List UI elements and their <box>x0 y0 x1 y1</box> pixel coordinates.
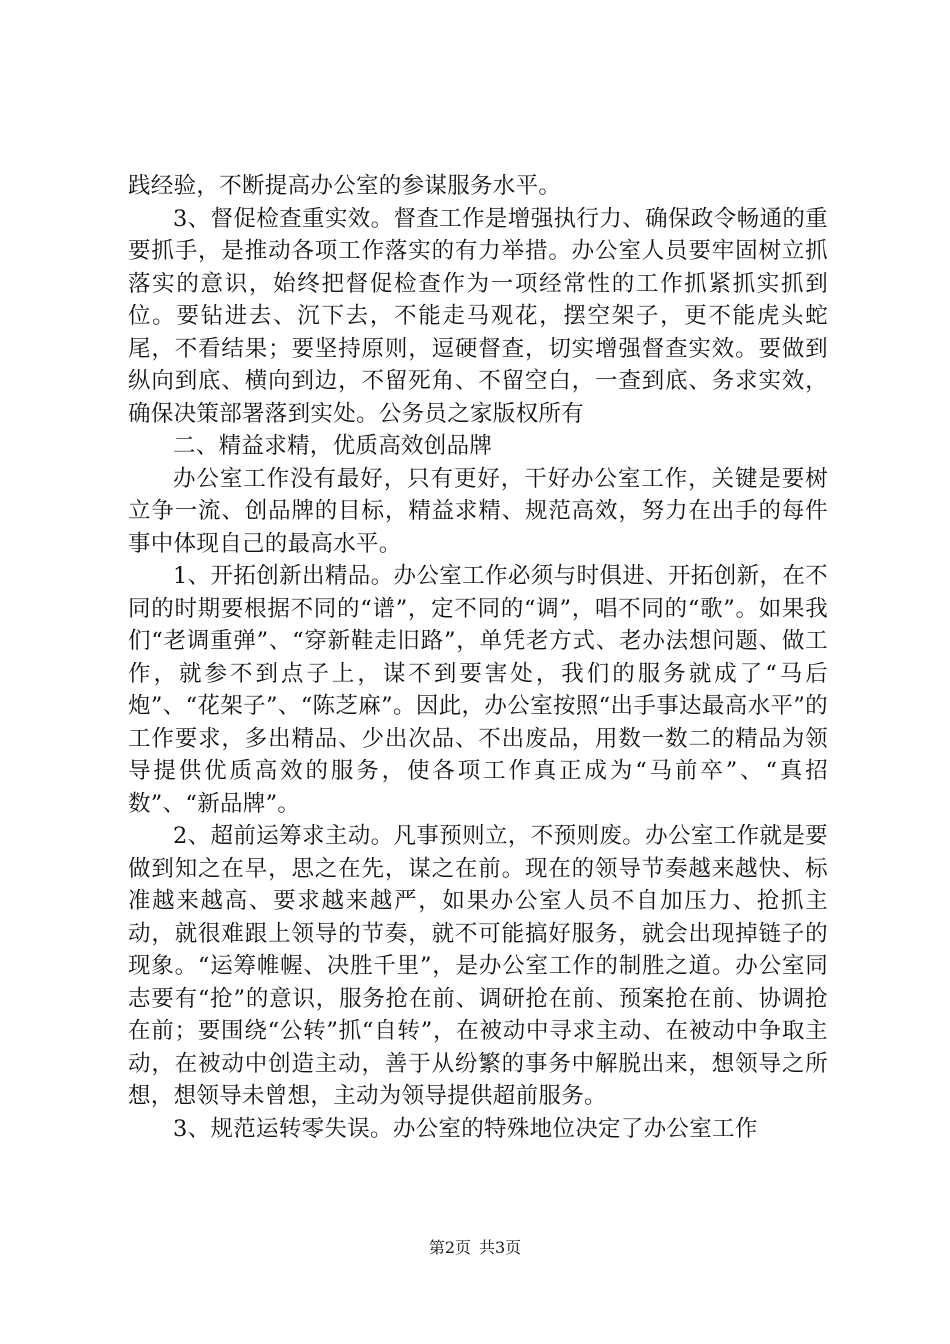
document-body <box>128 170 828 1145</box>
page-number: 第2页 <box>428 1238 471 1257</box>
paragraph-5: 1、开拓创新出精品。办公室工作必须与时俱进、开拓创新，在不同的时期要根据不同的“谱”，定不同的“调”，唱不同的“歌”。如果我们“老调重弹”、“穿新鞋走旧路”，单凭老方式、老办法想问题、做工作，就参不到点子上，谋不到要害处，我们的服务就成了“马后炮”、“花架子”、“陈芝麻”。因此，办公室按照“出手事达最高水平”的工作要求，多出精品、少出次品、不出废品，用数一数二的精品为领导提供优质高效的服务，使各项工作真正成为“马前卒”、“真招数”、“新品牌”。 <box>128 563 828 817</box>
page-footer <box>0 1238 950 1258</box>
page-total: 共3页 <box>479 1238 522 1257</box>
section-heading: 二、精益求精，优质高效创品牌 <box>173 433 493 459</box>
paragraph-6: 2、超前运筹求主动。凡事预则立，不预则废。办公室工作就是要做到知之在早，思之在先，谋之在前。现在的领导节奏越来越快、标准越来越高、要求越来越严，如果办公室人员不自加压力、抢抓主动，就很难跟上领导的节奏，就不可能搞好服务，就会出现掉链子的现象。“运筹帷幄、决胜千里”，是办公室工作的制胜之道。办公室同志要有“抢”的意识，服务抢在前、调研抢在前、预案抢在前、协调抢在前；要围绕“公转”抓“自转”，在被动中寻求主动、在被动中争取主动，在被动中创造主动，善于从纷繁的事务中解脱出来，想领导之所想，想领导未曾想，主动为领导提供超前服务。 <box>128 823 828 1109</box>
paragraph-2: 3、督促检查重实效。督查工作是增强执行力、确保政令畅通的重要抓手，是推动各项工作落实的有力举措。办公室人员要牢固树立抓落实的意识，始终把督促检查作为一项经常性的工作抓紧抓实抓到位。要钻进去、沉下去，不能走马观花，摆空架子，更不能虎头蛇尾，不看结果；要坚持原则，逗硬督查，切实增强督查实效。要做到纵向到底、横向到边，不留死角、不留空白，一查到底、务求实效，确保决策部署落到实处。公务员之家版权所有 <box>128 205 828 427</box>
paragraph-4: 办公室工作没有最好，只有更好，干好办公室工作，关键是要树立争一流、创品牌的目标，精益求精、规范高效，努力在出手的每件事中体现自己的最高水平。 <box>128 465 828 557</box>
paragraph-7: 3、规范运转零失误。办公室的特殊地位决定了办公室工作 <box>173 1115 758 1142</box>
paragraph-1: 践经验，不断提高办公室的参谋服务水平。 <box>128 173 562 199</box>
